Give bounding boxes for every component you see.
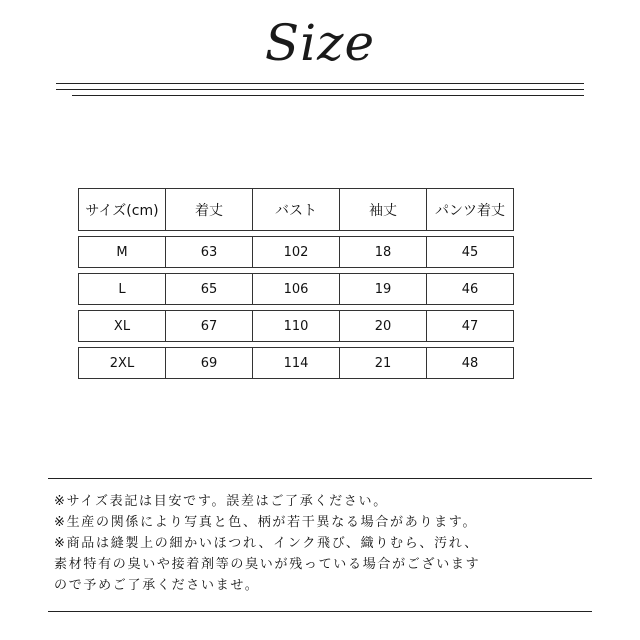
table-cell: M (78, 236, 165, 268)
table-header-cell: 着丈 (165, 188, 252, 231)
table-cell: L (78, 273, 165, 305)
table-cell: 46 (426, 273, 514, 305)
table-cell: 19 (339, 273, 426, 305)
table-cell: 2XL (78, 347, 165, 379)
title-divider-line (56, 89, 584, 90)
table-cell: 110 (252, 310, 339, 342)
table-cell: 63 (165, 236, 252, 268)
note-line: ※サイズ表記は目安です。誤差はご了承ください。 (54, 494, 388, 509)
note-line: ※生産の関係により写真と色、柄が若干異なる場合があります。 (54, 515, 478, 530)
table-header-cell: パンツ着丈 (426, 188, 514, 231)
table-row (78, 273, 514, 305)
table-cell: 20 (339, 310, 426, 342)
size-chart-table (78, 188, 514, 379)
table-cell: 106 (252, 273, 339, 305)
note-line: ※商品は縫製上の細かいほつれ、インク飛び、織りむら、汚れ、 (54, 536, 479, 551)
table-row (78, 310, 514, 342)
notes-list (54, 491, 480, 596)
table-header-row (78, 188, 514, 231)
note-line: 素材特有の臭いや接着剤等の臭いが残っている場合がございます (54, 557, 481, 572)
table-row (78, 236, 514, 268)
table-cell: 21 (339, 347, 426, 379)
table-header-cell: バスト (252, 188, 339, 231)
page-title: Size (264, 14, 376, 72)
table-header-cell: サイズ(cm) (78, 188, 165, 231)
table-cell: XL (78, 310, 165, 342)
notes-box (48, 478, 592, 612)
table-cell: 45 (426, 236, 514, 268)
title-divider-line (56, 83, 584, 84)
table-row (78, 347, 514, 379)
table-header-cell: 袖丈 (339, 188, 426, 231)
table-cell: 48 (426, 347, 514, 379)
table-cell: 102 (252, 236, 339, 268)
table-cell: 114 (252, 347, 339, 379)
table-cell: 47 (426, 310, 514, 342)
table-cell: 65 (165, 273, 252, 305)
table-cell: 69 (165, 347, 252, 379)
title-divider-line (72, 95, 584, 96)
note-line: ので予めご了承くださいませ。 (54, 578, 260, 593)
table-cell: 67 (165, 310, 252, 342)
table-cell: 18 (339, 236, 426, 268)
